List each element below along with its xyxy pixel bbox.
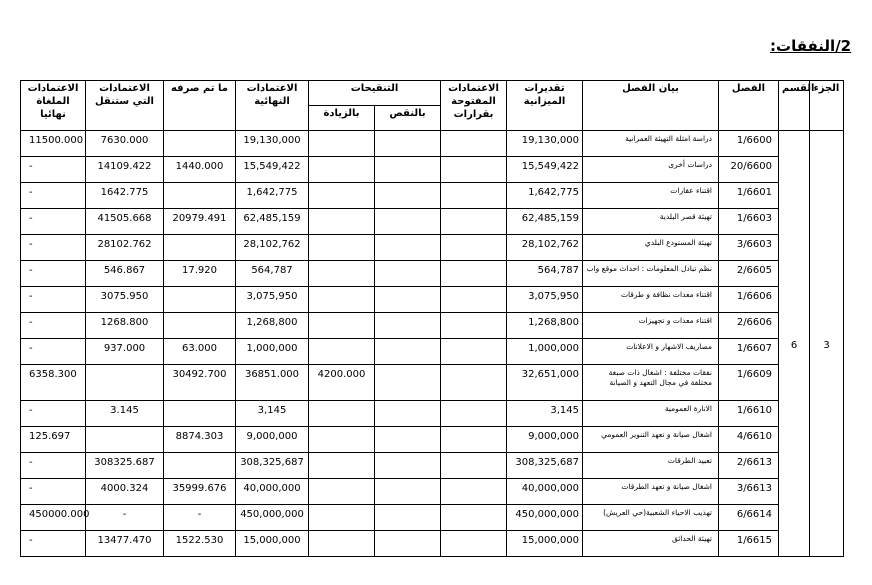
- cell-maftouha: [441, 209, 507, 235]
- cell-juz: 3: [810, 131, 844, 557]
- cell-sarf: -: [164, 505, 236, 531]
- cell-maftouha: [441, 157, 507, 183]
- cell-mulgha: -: [21, 209, 86, 235]
- cell-bayan: اقتناء معدات و تجهيزات: [583, 313, 719, 339]
- table-row: [21, 505, 844, 531]
- cell-ziyada: [309, 235, 375, 261]
- cell-mulgha: -: [21, 531, 86, 557]
- cell-fasl: 1/6603: [719, 209, 779, 235]
- cell-maftouha: [441, 427, 507, 453]
- cell-taqdir: 15,000,000: [507, 531, 583, 557]
- cell-mulgha: 6358.300: [21, 365, 86, 401]
- cell-ziyada: [309, 157, 375, 183]
- table-row: [21, 261, 844, 287]
- header-sarf: ما تم صرفه: [164, 81, 236, 131]
- header-nihaiya: الاعتمادات النهائية: [236, 81, 309, 131]
- cell-bayan: اقتناء عقارات: [583, 183, 719, 209]
- table-row: [21, 235, 844, 261]
- cell-fasl: 1/6615: [719, 531, 779, 557]
- cell-mulgha: -: [21, 183, 86, 209]
- table-row: [21, 339, 844, 365]
- cell-naqs: [375, 313, 441, 339]
- cell-mulgha: -: [21, 235, 86, 261]
- cell-tustaqal: 3.145: [86, 401, 164, 427]
- cell-sarf: 8874.303: [164, 427, 236, 453]
- cell-fasl: 2/6605: [719, 261, 779, 287]
- cell-sarf: [164, 183, 236, 209]
- header-tanqihat: التنقيحات: [309, 81, 441, 106]
- cell-maftouha: [441, 235, 507, 261]
- cell-ziyada: 4200.000: [309, 365, 375, 401]
- cell-taqdir: 9,000,000: [507, 427, 583, 453]
- cell-mulgha: -: [21, 479, 86, 505]
- cell-sarf: [164, 401, 236, 427]
- table-row: [21, 401, 844, 427]
- cell-taqdir: 28,102,762: [507, 235, 583, 261]
- cell-fasl: 1/6600: [719, 131, 779, 157]
- cell-tustaqal: 3075.950: [86, 287, 164, 313]
- header-bayan: بيان الفصل: [583, 81, 719, 131]
- cell-naqs: [375, 131, 441, 157]
- cell-tustaqal: 13477.470: [86, 531, 164, 557]
- cell-naqs: [375, 157, 441, 183]
- cell-bayan: تعبيد الطرقات: [583, 453, 719, 479]
- cell-nihaiya: 9,000,000: [236, 427, 309, 453]
- cell-bayan: اقتناء معدات نظافة و طرقات: [583, 287, 719, 313]
- cell-ziyada: [309, 339, 375, 365]
- table-row: [21, 453, 844, 479]
- cell-mulgha: 450000.000: [21, 505, 86, 531]
- cell-naqs: [375, 235, 441, 261]
- cell-nihaiya: 19,130,000: [236, 131, 309, 157]
- cell-fasl: 4/6610: [719, 427, 779, 453]
- cell-fasl: 1/6606: [719, 287, 779, 313]
- cell-ziyada: [309, 427, 375, 453]
- cell-taqdir: 62,485,159: [507, 209, 583, 235]
- expenses-table: [20, 80, 844, 557]
- cell-mulgha: -: [21, 261, 86, 287]
- cell-fasl: 1/6601: [719, 183, 779, 209]
- cell-nihaiya: 308,325,687: [236, 453, 309, 479]
- cell-tustaqal: 308325.687: [86, 453, 164, 479]
- cell-naqs: [375, 427, 441, 453]
- cell-nihaiya: 15,000,000: [236, 531, 309, 557]
- cell-fasl: 2/6613: [719, 453, 779, 479]
- table-row: [21, 531, 844, 557]
- cell-tustaqal: -: [86, 505, 164, 531]
- cell-maftouha: [441, 505, 507, 531]
- cell-sarf: [164, 453, 236, 479]
- table-row: [21, 209, 844, 235]
- cell-fasl: 1/6610: [719, 401, 779, 427]
- cell-bayan: دراسات أخرى: [583, 157, 719, 183]
- cell-bayan: تهيئة قصر البلدية: [583, 209, 719, 235]
- cell-ziyada: [309, 183, 375, 209]
- header-tustaqal: الاعتمادات التي ستنقل: [86, 81, 164, 131]
- cell-fasl: 2/6606: [719, 313, 779, 339]
- cell-taqdir: 3,075,950: [507, 287, 583, 313]
- cell-sarf: [164, 131, 236, 157]
- cell-nihaiya: 1,642,775: [236, 183, 309, 209]
- cell-maftouha: [441, 453, 507, 479]
- cell-bayan: نفقات مختلفة : اشغال ذات صبغة مختلفة في مجال التعهد و الصيانة: [583, 365, 719, 401]
- cell-maftouha: [441, 479, 507, 505]
- table-row: [21, 157, 844, 183]
- cell-nihaiya: 36851.000: [236, 365, 309, 401]
- cell-naqs: [375, 505, 441, 531]
- cell-fasl: 20/6600: [719, 157, 779, 183]
- table-row: [21, 131, 844, 157]
- cell-nihaiya: 28,102,762: [236, 235, 309, 261]
- header-ziyada: بالزيادة: [309, 106, 375, 131]
- cell-sarf: [164, 313, 236, 339]
- cell-nihaiya: 62,485,159: [236, 209, 309, 235]
- cell-maftouha: [441, 261, 507, 287]
- cell-bayan: نظم تبادل المعلومات : احداث موقع واب: [583, 261, 719, 287]
- cell-bayan: مصاريف الاشهار و الاعلانات: [583, 339, 719, 365]
- cell-mulgha: -: [21, 339, 86, 365]
- table-row: [21, 427, 844, 453]
- cell-tustaqal: [86, 427, 164, 453]
- cell-maftouha: [441, 287, 507, 313]
- cell-sarf: 17.920: [164, 261, 236, 287]
- cell-ziyada: [309, 453, 375, 479]
- cell-naqs: [375, 209, 441, 235]
- cell-mulgha: 11500.000: [21, 131, 86, 157]
- cell-ziyada: [309, 287, 375, 313]
- cell-sarf: 1522.530: [164, 531, 236, 557]
- cell-mulgha: 125.697: [21, 427, 86, 453]
- header-maftouha: الاعتمادات المفتوحة بقرارات: [441, 81, 507, 131]
- cell-sarf: 1440.000: [164, 157, 236, 183]
- cell-mulgha: -: [21, 453, 86, 479]
- cell-tustaqal: 937.000: [86, 339, 164, 365]
- cell-maftouha: [441, 131, 507, 157]
- table-row: [21, 183, 844, 209]
- cell-taqdir: 564,787: [507, 261, 583, 287]
- cell-fasl: 6/6614: [719, 505, 779, 531]
- cell-tustaqal: [86, 365, 164, 401]
- cell-tustaqal: 41505.668: [86, 209, 164, 235]
- cell-naqs: [375, 453, 441, 479]
- cell-taqdir: 1,642,775: [507, 183, 583, 209]
- cell-taqdir: 1,268,800: [507, 313, 583, 339]
- cell-maftouha: [441, 339, 507, 365]
- cell-bayan: دراسة امثلة التهيئة العمرانية: [583, 131, 719, 157]
- section-title: 2/النفقات:: [770, 37, 852, 55]
- cell-bayan: تهيئة المستودع البلدي: [583, 235, 719, 261]
- cell-naqs: [375, 401, 441, 427]
- cell-maftouha: [441, 401, 507, 427]
- cell-ziyada: [309, 401, 375, 427]
- cell-bayan: تهذيب الاحياء الشعبية(حي العريش): [583, 505, 719, 531]
- cell-bayan: الانارة العمومية: [583, 401, 719, 427]
- cell-mulgha: -: [21, 313, 86, 339]
- table-row: [21, 365, 844, 401]
- cell-ziyada: [309, 261, 375, 287]
- cell-nihaiya: 1,268,800: [236, 313, 309, 339]
- cell-maftouha: [441, 313, 507, 339]
- cell-sarf: 20979.491: [164, 209, 236, 235]
- cell-nihaiya: 1,000,000: [236, 339, 309, 365]
- cell-nihaiya: 15,549,422: [236, 157, 309, 183]
- cell-tustaqal: 1268.800: [86, 313, 164, 339]
- cell-ziyada: [309, 479, 375, 505]
- cell-taqdir: 15,549,422: [507, 157, 583, 183]
- cell-tustaqal: 1642.775: [86, 183, 164, 209]
- cell-fasl: 1/6609: [719, 365, 779, 401]
- cell-tustaqal: 546.867: [86, 261, 164, 287]
- cell-taqdir: 19,130,000: [507, 131, 583, 157]
- cell-taqdir: 3,145: [507, 401, 583, 427]
- cell-tustaqal: 4000.324: [86, 479, 164, 505]
- cell-maftouha: [441, 365, 507, 401]
- cell-maftouha: [441, 183, 507, 209]
- cell-tustaqal: 14109.422: [86, 157, 164, 183]
- table-row: [21, 287, 844, 313]
- header-naqs: بالنقص: [375, 106, 441, 131]
- cell-fasl: 3/6613: [719, 479, 779, 505]
- cell-naqs: [375, 365, 441, 401]
- cell-nihaiya: 3,075,950: [236, 287, 309, 313]
- cell-mulgha: -: [21, 401, 86, 427]
- cell-taqdir: 1,000,000: [507, 339, 583, 365]
- cell-taqdir: 308,325,687: [507, 453, 583, 479]
- cell-nihaiya: 40,000,000: [236, 479, 309, 505]
- cell-naqs: [375, 287, 441, 313]
- cell-naqs: [375, 531, 441, 557]
- cell-bayan: اشغال صيانة و تعهد التنوير العمومي: [583, 427, 719, 453]
- cell-naqs: [375, 183, 441, 209]
- cell-ziyada: [309, 313, 375, 339]
- table-row: [21, 479, 844, 505]
- cell-tustaqal: 28102.762: [86, 235, 164, 261]
- cell-mulgha: -: [21, 157, 86, 183]
- header-fasl: الفصل: [719, 81, 779, 131]
- cell-naqs: [375, 479, 441, 505]
- cell-taqdir: 32,651,000: [507, 365, 583, 401]
- cell-sarf: 30492.700: [164, 365, 236, 401]
- cell-bayan: اشغال صيانة و تعهد الطرقات: [583, 479, 719, 505]
- cell-naqs: [375, 339, 441, 365]
- cell-nihaiya: 564,787: [236, 261, 309, 287]
- cell-sarf: 35999.676: [164, 479, 236, 505]
- cell-naqs: [375, 261, 441, 287]
- cell-nihaiya: 3,145: [236, 401, 309, 427]
- header-mulgha: الاعتمادات الملغاة نهائيا: [21, 81, 86, 131]
- cell-fasl: 3/6603: [719, 235, 779, 261]
- cell-ziyada: [309, 531, 375, 557]
- cell-ziyada: [309, 505, 375, 531]
- cell-taqdir: 450,000,000: [507, 505, 583, 531]
- cell-fasl: 1/6607: [719, 339, 779, 365]
- cell-qism: 6: [779, 131, 810, 557]
- cell-mulgha: -: [21, 287, 86, 313]
- header-juz: الجزء: [810, 81, 844, 131]
- cell-maftouha: [441, 531, 507, 557]
- cell-tustaqal: 7630.000: [86, 131, 164, 157]
- cell-sarf: [164, 287, 236, 313]
- cell-nihaiya: 450,000,000: [236, 505, 309, 531]
- cell-ziyada: [309, 209, 375, 235]
- cell-bayan: تهيئة الحدائق: [583, 531, 719, 557]
- cell-taqdir: 40,000,000: [507, 479, 583, 505]
- cell-ziyada: [309, 131, 375, 157]
- table-row: [21, 313, 844, 339]
- header-qism: القسم: [779, 81, 810, 131]
- cell-sarf: 63.000: [164, 339, 236, 365]
- cell-sarf: [164, 235, 236, 261]
- header-taqdirat: تقديرات الميزانية: [507, 81, 583, 131]
